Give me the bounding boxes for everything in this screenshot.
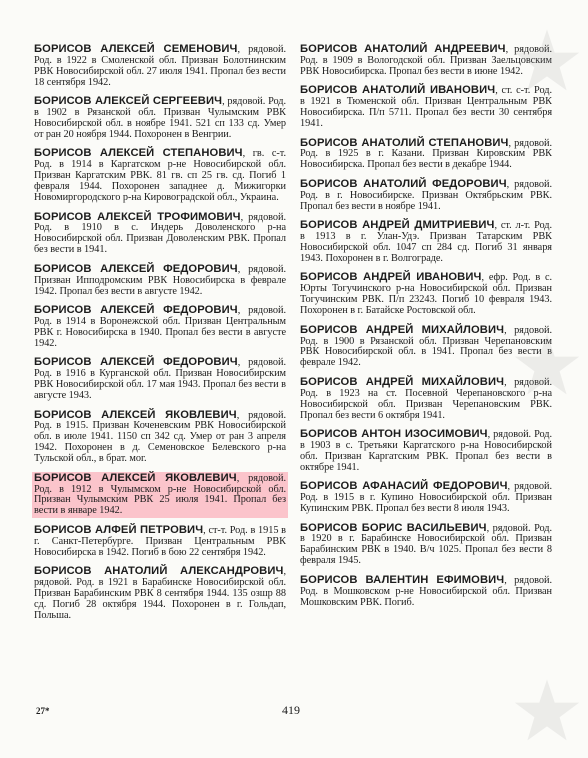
entry-text: , рядовой. Род. в 1916 в Курганской обл. Призван Новосибирским РВК Новосибирской обл. 17 мая 1943. Пропал без вести в августе 1943. (34, 357, 286, 402)
entry-right-9 (300, 481, 552, 515)
entry-text: , рядовой. Род. в 1909 в Вологодской обл. Призван Заельцовским РВК Новосибирска. Пропал без вести в июне 1942. (300, 44, 552, 77)
entry-name: БОРИСОВ АНАТОЛИЙ ИВАНОВИЧ (300, 84, 496, 97)
entry-text: , рядовой. Род. в 1921 в Барабинске Новосибирской обл. Призван Барабинским РВК 8 сентября 1944. 135 озшр 88 сд. Погиб 28 октября 1944. Похоронен в г. Гольдап, Польша. (34, 566, 286, 621)
entry-name: БОРИСОВ АНДРЕЙ МИХАЙЛОВИЧ (300, 375, 505, 388)
entry-left-1 (34, 96, 286, 141)
entry-left-4 (34, 264, 286, 298)
entry-name: БОРИСОВ АНАТОЛИЙ СТЕПАНОВИЧ (300, 136, 509, 149)
entry-left-5 (34, 305, 286, 350)
entry-left-7 (34, 410, 286, 466)
entry-name: БОРИСОВ АНДРЕЙ МИХАЙЛОВИЧ (300, 323, 505, 336)
entry-text: , рядовой. Род. в 1923 на ст. Посевной Черепановского р-на Новосибирской обл. Призван Черепановским РВК. Пропал без вести 6 октября 1941. (300, 376, 552, 421)
entry-left-6 (34, 357, 286, 402)
entry-name: БОРИСОВ АНАТОЛИЙ АНДРЕЕВИЧ (300, 43, 506, 55)
entry-name: БОРИСОВ ВАЛЕНТИН ЕФИМОВИЧ (300, 573, 505, 586)
entry-text: , рядовой. Род. в 1900 в Рязанской обл. Призван Черепановским РВК Новосибирской обл. в 1941. Пропал без вести в феврале 1942. (300, 324, 552, 369)
star-watermark-icon (512, 26, 582, 96)
entry-name: БОРИСОВ АНДРЕЙ ИВАНОВИЧ (300, 271, 482, 284)
entry-text: , рядовой. Род. в 1915 в г. Купино Новосибирской обл. Призван Купинским РВК. Пропал без вести 8 июля 1943. (300, 481, 553, 515)
entry-text: , рядовой. Род. в 1922 в Смоленской обл. Призван Болотнинским РВК Новосибирской обл. 27 июля 1941. Пропал без вести 18 сентября 1942. (34, 44, 287, 88)
entry-text: , рядовой. Род. в 1914 в Воронежской обл. Призван Центральным РВК г. Новосибирска в 1940. Пропал без вести в августе 1942. (34, 305, 286, 349)
signature-mark: 27* (36, 706, 50, 716)
entry-name: БОРИСОВ АЛЕКСЕЙ СЕМЕНОВИЧ (34, 43, 238, 55)
entry-text: , рядовой. Род. в 1903 в с. Третьяки Каргатского р-на Новосибирской обл. Призван Каргатским РВК. Пропал без вести в октябре 1941. (300, 429, 553, 473)
entry-right-10 (300, 523, 552, 568)
entry-text: , рядовой. Род. в 1910 в с. Индерь Доволенского р-на Новосибирской обл. Призван Доволенским РВК. Пропал без вести в 1941. (34, 211, 286, 256)
entry-name: БОРИСОВ АЛЕКСЕЙ ФЕДОРОВИЧ (34, 262, 238, 275)
entry-text: , ефр. Род. в с. Юрты Тогучинского р-на Новосибирской обл. Призван Тогучинским РВК. П/п 23243. Погиб 10 февраля 1943. Похоронен в г. Батайске Ростовской обл. (300, 272, 553, 317)
entry-name: БОРИСОВ АЛЕКСЕЙ ФЕДОРОВИЧ (34, 304, 238, 317)
entry-text: , ст. л-т. Род. в 1913 в г. Улан-Удэ. Призван Татарским РВК Новосибирской обл. 1047 сп 284 сд. Погиб 31 января 1943. Похоронен в г. Волгограде. (300, 220, 553, 264)
entry-name: БОРИСОВ АЛЕКСЕЙ ТРОФИМОВИЧ (34, 210, 241, 223)
entry-left-3 (34, 212, 286, 257)
entry-text: , рядовой. Род. в Мошковском р-не Новосибирской обл. Призван Мошковским РВК. Погиб. (300, 574, 552, 608)
page-number: 419 (282, 703, 300, 717)
entry-text: , ст-т. Род. в 1915 в г. Санкт-Петербурге. Призван Центральным РВК Новосибирска в 1942. Погиб в бою 22 сентября 1942. (34, 524, 286, 558)
entry-text: , гв. с-т. Род. в 1914 в Каргатском р-не Новосибирской обл. Призван Каргатским РВК. 81 гв. сп 25 гв. сд. Погиб 1 февраля 1944. Похоронен западнее д. Мижигорки Новомиргородского р-на Кировоградской обл., Украина. (34, 148, 286, 204)
entry-text: , рядовой. Род. в 1902 в Рязанской обл. Призван Чулымским РВК Новосибирской обл. в ноябре 1941. 521 сп 133 сд. Умер от ран 20 ноября 1944. Похоронен в Венгрии. (34, 96, 286, 140)
entry-name: БОРИСОВ АЛЕКСЕЙ ЯКОВЛЕВИЧ (34, 408, 237, 421)
entry-name: БОРИСОВ АЛЕКСЕЙ СТЕПАНОВИЧ (34, 147, 243, 160)
entry-text: , ст. с-т. Род. в 1921 в Тюменской обл. Призван Центральным РВК Новосибирска. П/п 5711. Пропал без вести 30 сентября 1941. (300, 85, 552, 130)
left-column (34, 44, 286, 629)
entry-name: БОРИСОВ АЛЕКСЕЙ ФЕДОРОВИЧ (34, 356, 238, 369)
entry-text: , рядовой. Род. в 1925 в г. Казани. Призван Кировским РВК Новосибирска. Пропал без вести в декабре 1944. (300, 137, 552, 171)
entry-name: БОРИСОВ АФАНАСИЙ ФЕДОРОВИЧ (300, 480, 508, 493)
entry-left-2 (34, 148, 286, 204)
entry-left-10 (34, 566, 286, 622)
entry-text: , рядовой. Род. в 1920 в г. Барабинске Новосибирской обл. Призван Барабинским РВК в 1940. В/ч 1025. Пропал без вести 8 февраля 1945. (300, 522, 553, 567)
entry-left-8-highlighted (34, 473, 286, 518)
entry-text: , рядовой. Род. в г. Новосибирске. Призван Октябрьским РВК. Пропал без вести в ноябре 1941. (300, 178, 552, 212)
entry-right-5 (300, 272, 552, 317)
entry-left-0 (34, 44, 286, 89)
entry-left-9 (34, 525, 286, 559)
entry-right-11 (300, 575, 552, 609)
entry-name: БОРИСОВ АЛЕКСЕЙ СЕРГЕЕВИЧ (34, 95, 223, 108)
entry-name: БОРИСОВ БОРИС ВАСИЛЬЕВИЧ (300, 521, 487, 534)
entry-text: , рядовой. Призван Ипподромским РВК Новосибирска в феврале 1942. Пропал без вести в августе 1942. (34, 263, 286, 297)
star-watermark-icon (512, 330, 582, 400)
entry-right-3 (300, 179, 552, 213)
entry-name: БОРИСОВ АЛФЕЙ ПЕТРОВИЧ (34, 523, 204, 536)
entry-text: , рядовой. Род. в 1915. Призван Коченевским РВК Новосибирской обл. в июле 1941. 1150 сп 342 сд. Умер от ран 3 апреля 1942. Похоронен в д. Семеновское Белевского р-на Тульской обл., в брат. мог. (34, 409, 286, 465)
entry-name: БОРИСОВ АНАТОЛИЙ АЛЕКСАНДРОВИЧ (34, 565, 284, 578)
entry-right-8 (300, 429, 552, 474)
entry-name: БОРИСОВ АНАТОЛИЙ ФЕДОРОВИЧ (300, 177, 507, 190)
star-watermark-icon (512, 676, 582, 746)
entry-right-4 (300, 220, 552, 265)
entry-name: БОРИСОВ АНТОН ИЗОСИМОВИЧ (300, 428, 488, 441)
entry-name: БОРИСОВ АНДРЕЙ ДМИТРИЕВИЧ (300, 219, 495, 232)
entry-text: , рядовой. Род. в 1912 в Чулымском р-не Новосибирской обл. Призван Чулымским РВК 25 июля 1941. Пропал без вести в январе 1942. (34, 472, 286, 517)
entry-name: БОРИСОВ АЛЕКСЕЙ ЯКОВЛЕВИЧ (34, 471, 237, 484)
entry-right-2 (300, 138, 552, 172)
